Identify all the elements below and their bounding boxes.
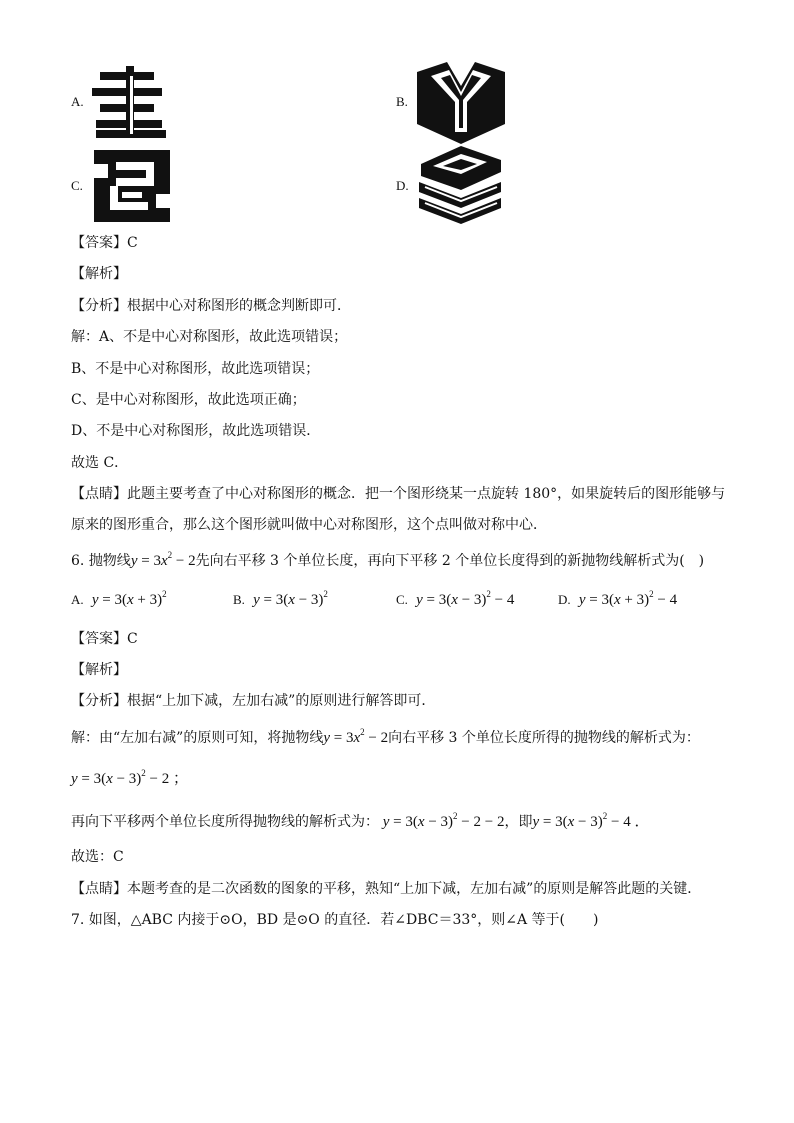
q5-comment-line-2: 原来的图形重合，那么这个图形就叫做中心对称图形，这个点叫做对称中心．	[71, 517, 547, 533]
q6-choice-a-expr: $y = 3(x + 3)^2$	[88, 589, 167, 608]
q6-analysis-line: 【分析】根据“上加下减，左加右减”的原则进行解答即可．	[71, 693, 436, 709]
q5-analysis-line: 故选 C．	[71, 455, 129, 471]
q5-analysis-line: 解：A、不是中心对称图形，故此选项错误；	[71, 329, 348, 345]
option-b-letter: B.	[396, 94, 408, 109]
q6-solution-expr: $y = 3x^2 - 2$	[323, 727, 389, 746]
option-c-letter: C.	[71, 178, 83, 193]
option-a-letter: A.	[71, 94, 84, 109]
q6-choose: 故选：C	[71, 849, 124, 865]
q6-choice-d-expr: $y = 3(x + 3)^2 - 4$	[575, 589, 678, 608]
q6-choice-b[interactable]: B. $y = 3(x - 3)^2$	[233, 589, 328, 608]
q6-stem-pre: 抛物线	[88, 553, 131, 569]
q6-comment: 【点睛】本题考查的是二次函数的图象的平移，熟知“上加下减，左加右减”的原则是解答此题的关键．	[71, 881, 702, 897]
q6-choice-d[interactable]: D. $y = 3(x + 3)^2 - 4$	[558, 589, 678, 608]
q6-shift-line: 再向下平移两个单位长度所得抛物线的解析式为： $y = 3(x - 3)^2 - 2 - 2$，即$y = 3(x - 3)^2 - 4$ ．	[71, 811, 650, 830]
q5-analysis-line: B、不是中心对称图形，故此选项错误；	[71, 361, 320, 377]
q7-stem: 7. 如图，△ABC 内接于⊙O，BD 是⊙O 的直径．若∠DBC＝33°，则∠A 等于( )	[71, 912, 599, 928]
q6-answer: 【答案】C	[71, 631, 138, 647]
q5-analysis-line: 【分析】根据中心对称图形的概念判断即可．	[71, 298, 351, 314]
q5-answer: 【答案】C	[71, 235, 138, 251]
q6-shift-result: $y = 3(x - 3)^2 - 2$ ；	[71, 768, 188, 787]
q5-analysis-line: C、是中心对称图形，故此选项正确；	[71, 392, 306, 408]
q6-choice-a[interactable]: A. $y = 3(x + 3)^2$	[71, 589, 167, 608]
q6-analysis-head: 【解析】	[71, 662, 127, 678]
q5-analysis-head: 【解析】	[71, 266, 127, 282]
q6-number: 6.	[71, 553, 85, 569]
option-d-letter: D.	[396, 178, 409, 193]
q6-choice-b-expr: $y = 3(x - 3)^2$	[249, 589, 328, 608]
q5-analysis-line: D、不是中心对称图形，故此选项错误．	[71, 423, 321, 439]
q6-choice-c[interactable]: C. $y = 3(x - 3)^2 - 4$	[396, 589, 515, 608]
q5-comment-line-1: 【点睛】此题主要考查了中心对称图形的概念．把一个图形绕某一点旋转 180°，如果旋转后的图形能够与	[71, 486, 726, 502]
spiral-seal-icon	[94, 150, 170, 222]
q6-choice-c-expr: $y = 3(x - 3)^2 - 4$	[412, 589, 515, 608]
stacked-books-icon	[417, 146, 503, 224]
q6-stem-post: 先向右平移 3 个单位长度，再向下平移 2 个单位长度得到的新抛物线解析式为( )	[195, 553, 705, 569]
seal-glyph-icon	[92, 66, 170, 138]
q6-stem	[71, 552, 704, 570]
q6-parabola-expr: $y = 3x^2 - 2$	[130, 550, 196, 569]
y-shield-icon	[417, 62, 505, 144]
q6-solution-line: 解：由“左加右减”的原则可知，将抛物线$y = 3x^2 - 2$向右平移 3 个单位长度所得的抛物线的解析式为：	[71, 727, 700, 746]
